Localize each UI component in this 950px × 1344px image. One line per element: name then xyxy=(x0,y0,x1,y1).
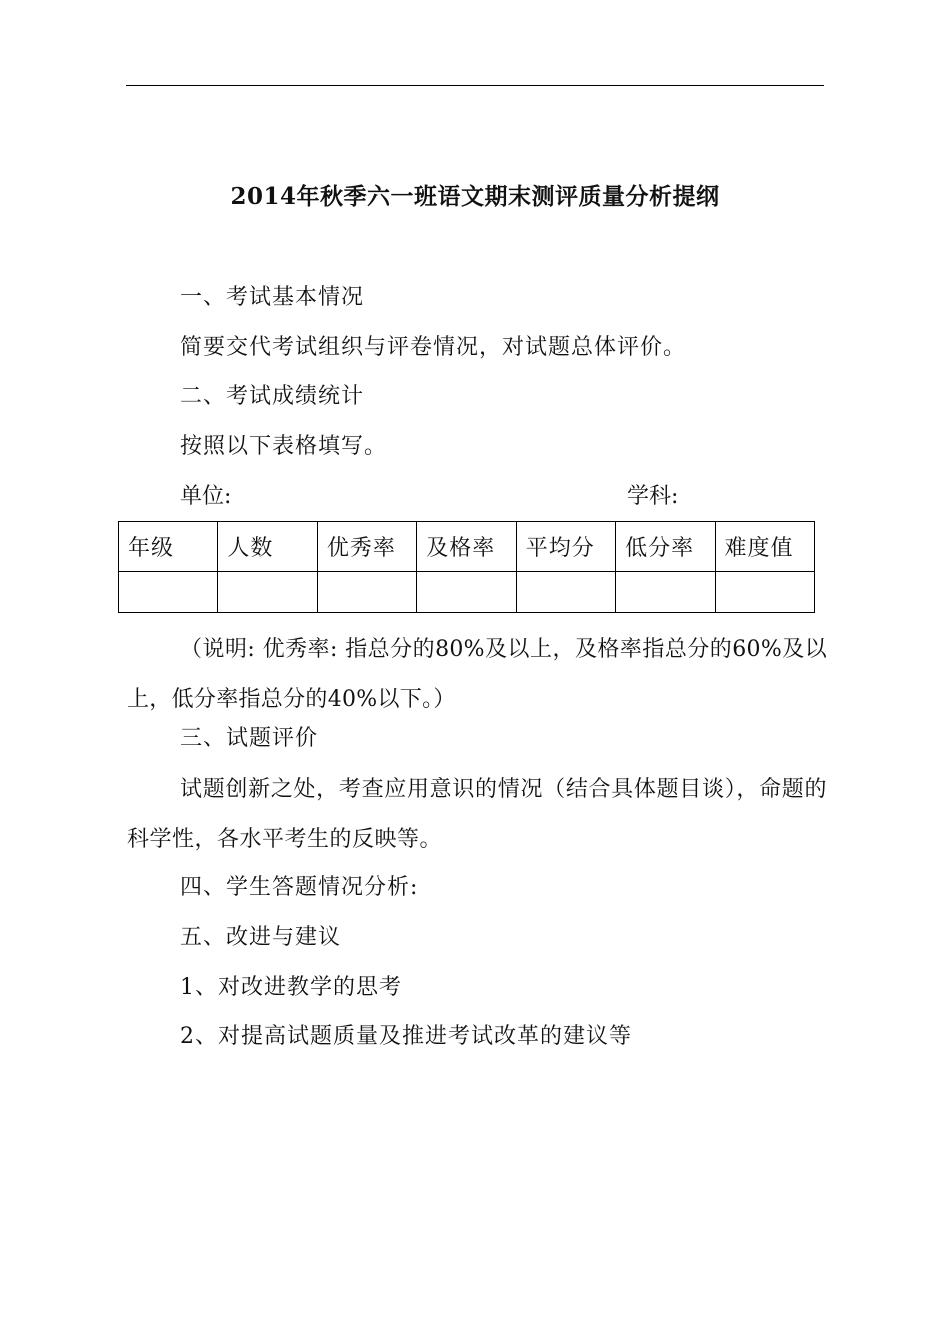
table-cell xyxy=(715,572,814,613)
section3-text: 试题创新之处，考查应用意识的情况（结合具体题目谈），命题的科学性，各水平考生的反映等。 xyxy=(127,777,827,852)
improvement-item-1: 1、对改进教学的思考 xyxy=(180,975,402,1000)
section2-heading: 二、考试成绩统计 xyxy=(180,384,365,409)
table-note: （说明: 优秀率: 指总分的80%及以上，及格率指总分的60%及以上，低分率指总分的40%以下。） xyxy=(127,637,827,712)
header-cell-grade: 年级 xyxy=(119,522,218,572)
score-statistics-table xyxy=(118,521,815,613)
table-cell xyxy=(516,572,615,613)
header-cell-difficulty: 难度值 xyxy=(715,522,814,572)
improvement-item-2: 2、对提高试题质量及推进考试改革的建议等 xyxy=(180,1024,632,1049)
header-cell-low-rate: 低分率 xyxy=(616,522,715,572)
header-cell-average: 平均分 xyxy=(516,522,615,572)
header-cell-excellent-rate: 优秀率 xyxy=(317,522,416,572)
unit-label: 单位: xyxy=(180,484,232,509)
table-row xyxy=(119,572,815,613)
header-rule xyxy=(126,85,824,86)
header-cell-count: 人数 xyxy=(218,522,317,572)
header-cell-pass-rate: 及格率 xyxy=(417,522,516,572)
section5-heading: 五、改进与建议 xyxy=(180,925,342,950)
table-header-row xyxy=(119,522,815,572)
section2-text: 按照以下表格填写。 xyxy=(180,434,388,459)
subject-label: 学科: xyxy=(627,484,679,509)
section1-heading: 一、考试基本情况 xyxy=(180,285,365,310)
section4-heading: 四、学生答题情况分析: xyxy=(180,875,419,900)
section1-text: 简要交代考试组织与评卷情况，对试题总体评价。 xyxy=(180,335,687,360)
section3-heading: 三、试题评价 xyxy=(180,726,319,751)
table-cell xyxy=(417,572,516,613)
table-cell xyxy=(317,572,416,613)
table-cell xyxy=(218,572,317,613)
table-cell xyxy=(616,572,715,613)
table-cell xyxy=(119,572,218,613)
document-title: 2014年秋季六一班语文期末测评质量分析提纲 xyxy=(230,183,720,210)
